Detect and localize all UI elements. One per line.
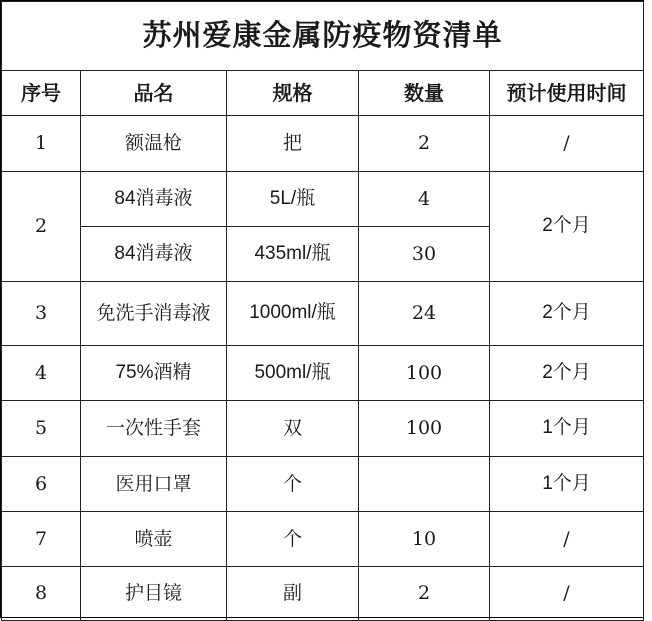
header-qty: 数量 xyxy=(359,71,490,116)
cell-qty: 2 xyxy=(359,116,490,172)
cell-qty: 100 xyxy=(359,346,490,401)
cell-name: 喷壶 xyxy=(81,512,227,567)
cell-spec: 500ml/瓶 xyxy=(227,346,359,401)
cell-spec: 1000ml/瓶 xyxy=(227,282,359,346)
cell-no: 3 xyxy=(2,282,81,346)
cell-name: 护目镜 xyxy=(81,567,227,621)
table-row xyxy=(2,401,644,457)
cell-qty: 24 xyxy=(359,282,490,346)
cell-duration: / xyxy=(490,567,644,621)
cell-qty: 4 xyxy=(359,172,490,227)
cell-qty: 2 xyxy=(359,567,490,621)
cell-duration: 1个月 xyxy=(490,401,644,457)
cell-duration: / xyxy=(490,116,644,172)
cell-spec: 5L/瓶 xyxy=(227,172,359,227)
cell-spec: 435ml/瓶 xyxy=(227,227,359,282)
cell-name: 84消毒液 xyxy=(81,172,227,227)
cell-no: 6 xyxy=(2,457,81,512)
cell-spec: 把 xyxy=(227,116,359,172)
sheet-title: 苏州爱康金属防疫物资清单 xyxy=(2,2,644,71)
cell-name: 75%酒精 xyxy=(81,346,227,401)
table-row xyxy=(2,346,644,401)
cell-duration: 1个月 xyxy=(490,457,644,512)
supply-table xyxy=(1,1,644,621)
cell-spec: 副 xyxy=(227,567,359,621)
header-name: 品名 xyxy=(81,71,227,116)
cell-name: 医用口罩 xyxy=(81,457,227,512)
cell-no: 1 xyxy=(2,116,81,172)
cell-name: 一次性手套 xyxy=(81,401,227,457)
cell-duration: 2个月 xyxy=(490,172,644,282)
cell-name: 额温枪 xyxy=(81,116,227,172)
table-row xyxy=(2,172,644,227)
page-margin xyxy=(644,0,652,620)
cell-duration: / xyxy=(490,512,644,567)
table-row xyxy=(2,116,644,172)
cell-spec: 双 xyxy=(227,401,359,457)
header-no: 序号 xyxy=(2,71,81,116)
header-duration: 预计使用时间 xyxy=(490,71,644,116)
cell-no: 5 xyxy=(2,401,81,457)
header-row xyxy=(2,71,644,116)
cell-qty: 100 xyxy=(359,401,490,457)
header-spec: 规格 xyxy=(227,71,359,116)
cell-duration: 2个月 xyxy=(490,282,644,346)
cell-no: 4 xyxy=(2,346,81,401)
cell-no: 8 xyxy=(2,567,81,621)
cell-no: 2 xyxy=(2,172,81,282)
cell-name: 84消毒液 xyxy=(81,227,227,282)
cell-name: 免洗手消毒液 xyxy=(81,282,227,346)
cell-qty: 10 xyxy=(359,512,490,567)
cell-spec: 个 xyxy=(227,512,359,567)
table-row xyxy=(2,282,644,346)
cell-no: 7 xyxy=(2,512,81,567)
table-row xyxy=(2,567,644,621)
cell-spec: 个 xyxy=(227,457,359,512)
cell-qty: 30 xyxy=(359,227,490,282)
table-row xyxy=(2,512,644,567)
table-row xyxy=(2,457,644,512)
cell-qty xyxy=(359,457,490,512)
cell-duration: 2个月 xyxy=(490,346,644,401)
